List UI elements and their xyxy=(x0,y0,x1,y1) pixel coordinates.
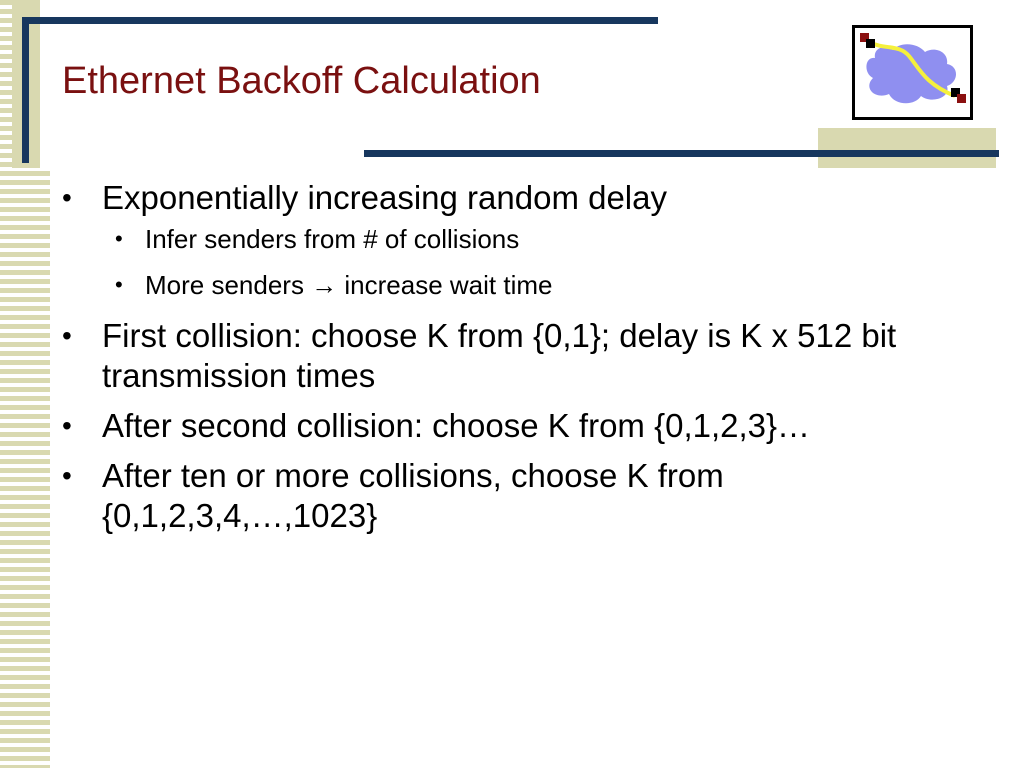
bullet-item xyxy=(60,406,990,446)
bullet-glyph: • xyxy=(115,272,123,297)
decorative-gap xyxy=(40,0,50,168)
sub-bullet-item xyxy=(60,224,990,254)
bullet-glyph: • xyxy=(115,226,123,251)
bullet-glyph: • xyxy=(62,182,72,213)
bullet-item xyxy=(60,316,990,396)
slide-title: Ethernet Backoff Calculation xyxy=(62,60,541,102)
bullet-glyph: • xyxy=(62,410,72,441)
bullet-text: First collision: choose K from {0,1}; delay is K x 512 bit transmission times xyxy=(102,317,897,394)
bullet-glyph: • xyxy=(62,320,72,351)
sub-bullet-text: More senders → increase wait time xyxy=(145,270,553,300)
sub-bullet-item xyxy=(60,270,990,300)
slide-body xyxy=(60,178,990,546)
sub-bullet-list xyxy=(60,224,990,300)
decorative-block-right xyxy=(818,128,996,168)
title-underline-rule xyxy=(364,150,999,157)
bullet-item xyxy=(60,456,990,536)
bullet-text: After second collision: choose K from {0,1,2,3}… xyxy=(102,407,811,444)
bullet-item xyxy=(60,178,990,218)
network-cloud-icon xyxy=(852,25,973,120)
top-rule xyxy=(22,17,658,24)
bullet-glyph: • xyxy=(62,460,72,491)
decorative-stripes-inner xyxy=(0,0,12,168)
sub-bullet-text: Infer senders from # of collisions xyxy=(145,224,520,254)
bullet-text: Exponentially increasing random delay xyxy=(102,179,667,216)
bullet-text: After ten or more collisions, choose K from {0,1,2,3,4,…,1023} xyxy=(102,457,724,534)
vertical-rule xyxy=(22,17,29,163)
